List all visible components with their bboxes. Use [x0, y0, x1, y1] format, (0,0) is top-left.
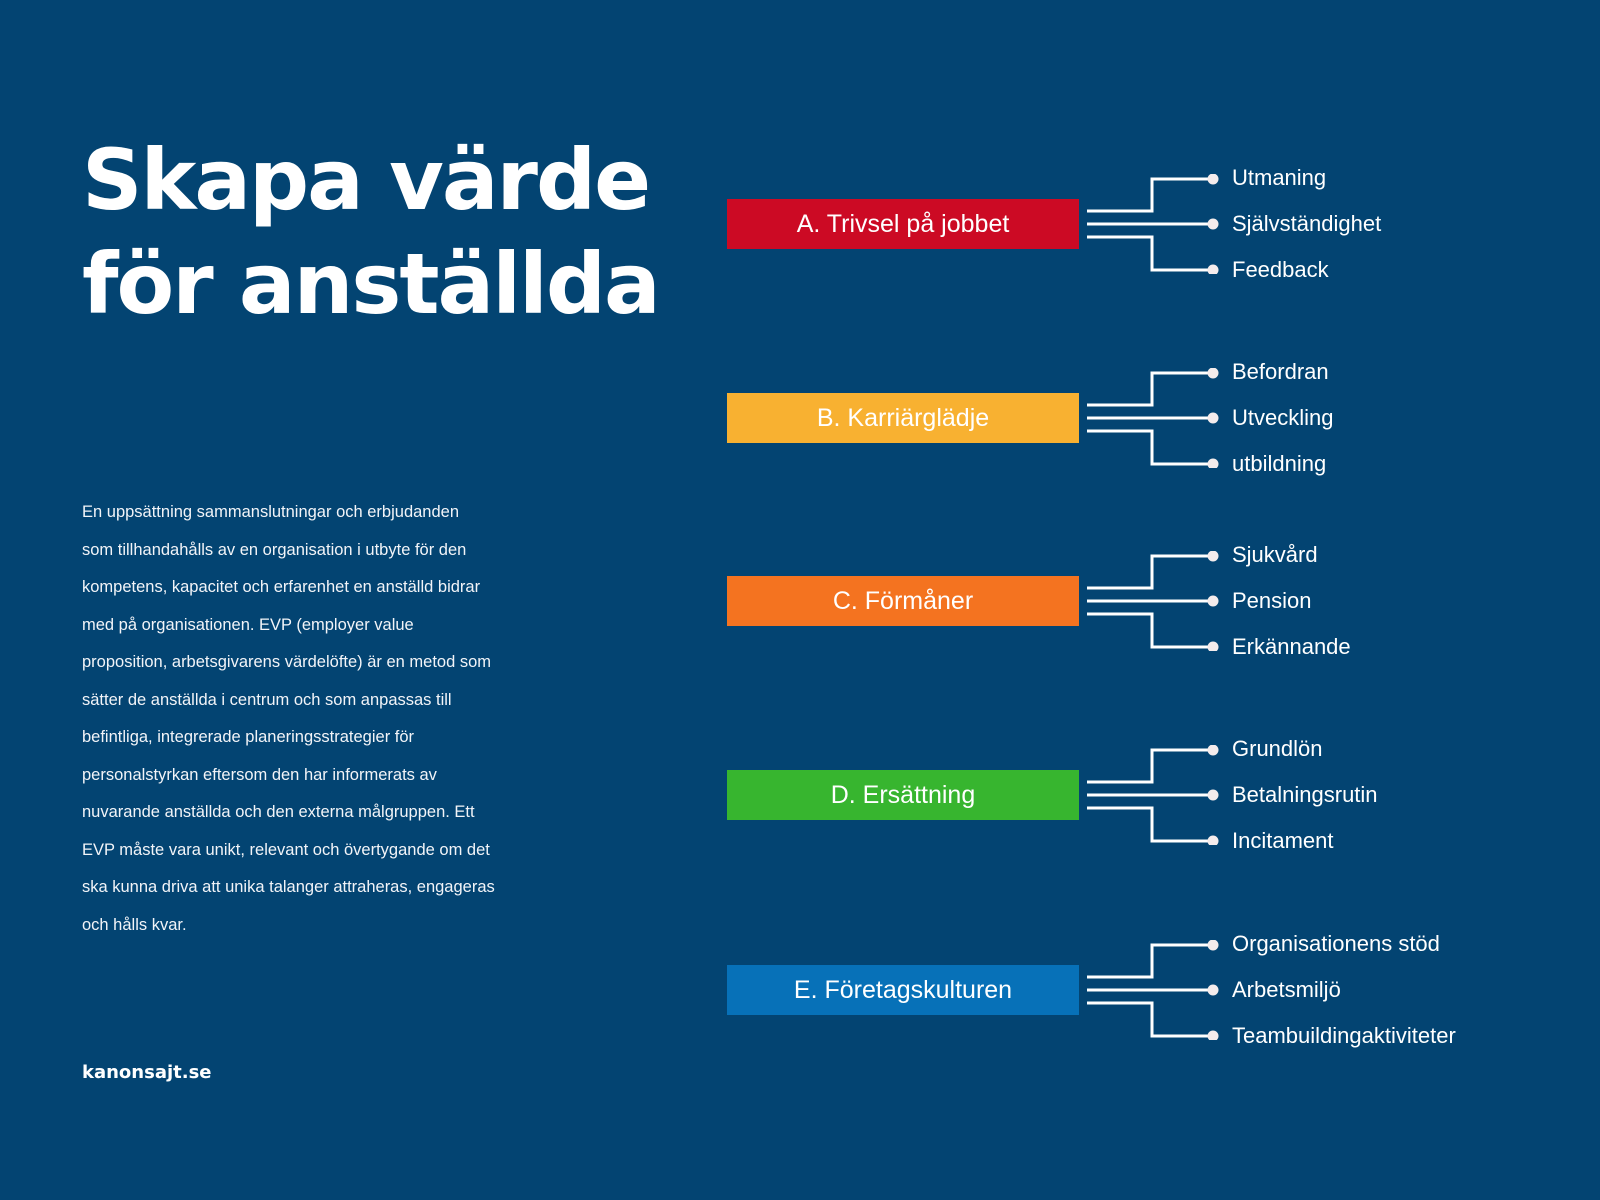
item-label: Arbetsmiljö [1232, 977, 1341, 1002]
item-label: Feedback [1232, 257, 1329, 282]
item-label: Självständighet [1232, 211, 1382, 236]
title-line-2: för anställda [82, 235, 659, 333]
category-label-c: C. Förmåner [832, 586, 974, 615]
category-box-a [727, 199, 1079, 249]
description-line: kompetens, kapacitet och erfarenhet en anställd bidrar [82, 578, 481, 596]
description-line: som tillhandahålls av en organisation i utbyte för den [82, 540, 467, 559]
category-label-b: B. Karriärglädje [816, 403, 990, 432]
item-label: Grundlön [1232, 736, 1323, 761]
footer-site-name: kanonsajt.se [82, 1062, 212, 1083]
page-title [82, 128, 659, 336]
category-box-d [727, 770, 1079, 820]
description-line: och hålls kvar. [82, 915, 187, 934]
category-box-c [727, 576, 1079, 626]
description-line: sätter de anställda i centrum och som anpassas till [82, 690, 452, 709]
description-line: befintliga, integrerade planeringsstrategier för [82, 728, 415, 746]
category-box-e [727, 965, 1079, 1015]
item-label: Betalningsrutin [1232, 782, 1378, 807]
item-label: utbildning [1232, 451, 1327, 476]
category-label-a: A. Trivsel på jobbet [796, 209, 1010, 238]
item-label: Befordran [1232, 359, 1329, 384]
description-line: personalstyrkan eftersom den har informerats av [82, 765, 437, 784]
description-line: ska kunna driva att unika talanger attraheras, engageras [82, 878, 495, 896]
connector-lines-icon [1085, 174, 1225, 274]
description-paragraph [82, 494, 542, 944]
description-line: med på organisationen. EVP (employer value [82, 615, 414, 634]
item-label: Utveckling [1232, 405, 1334, 430]
item-label: Erkännande [1232, 634, 1351, 659]
category-label-e: E. Företagskulturen [793, 975, 1013, 1004]
item-label: Utmaning [1232, 165, 1327, 190]
description-line: proposition, arbetsgivarens värdelöfte) är en metod som [82, 653, 492, 671]
item-label: Teambuildingaktiviteter [1232, 1023, 1456, 1048]
item-label: Pension [1232, 588, 1312, 613]
connector-lines-icon [1085, 745, 1225, 845]
description-line: EVP måste vara unikt, relevant och övertygande om det [82, 840, 490, 859]
connector-lines-icon [1085, 368, 1225, 468]
connector-lines-icon [1085, 940, 1225, 1040]
connector-lines-icon [1085, 551, 1225, 651]
category-label-d: D. Ersättning [830, 780, 976, 809]
description-line: nuvarande anställda och den externa målgruppen. Ett [82, 803, 475, 821]
category-box-b [727, 393, 1079, 443]
item-label: Incitament [1232, 828, 1334, 853]
description-line: En uppsättning sammanslutningar och erbjudanden [82, 503, 460, 521]
item-label: Sjukvård [1232, 542, 1318, 567]
title-line-1: Skapa värde [82, 131, 650, 229]
item-label: Organisationens stöd [1232, 931, 1440, 956]
